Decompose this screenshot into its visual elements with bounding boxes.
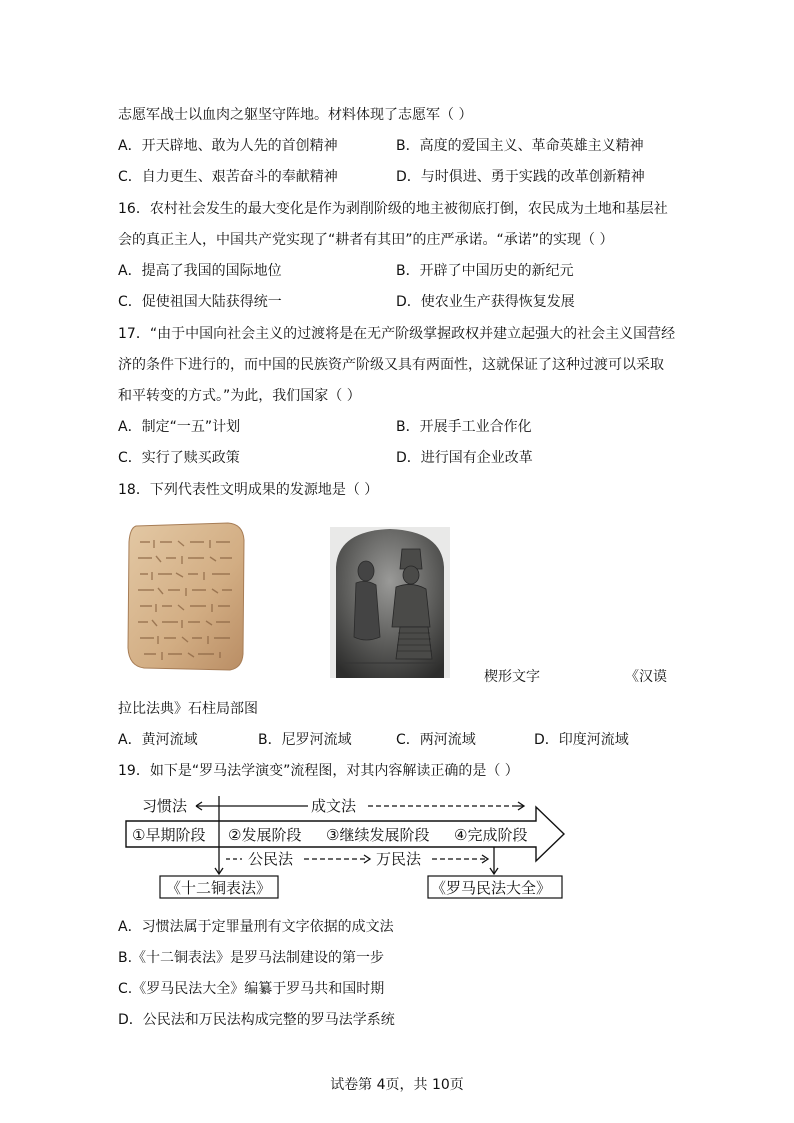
stage-early: ①早期阶段 <box>132 826 206 844</box>
q18-stem: 18．下列代表性文明成果的发源地是（ ） <box>118 482 379 498</box>
stage-development: ②发展阶段 <box>228 826 302 844</box>
label-written-law: 成文法 <box>311 797 357 815</box>
q18-caption-stele-part1: 《汉谟 <box>625 669 667 685</box>
q15-option-d: D．与时俱进、勇于实践的改革创新精神 <box>396 169 645 185</box>
q19-option-c: C.《罗马民法大全》编纂于罗马共和国时期 <box>118 981 385 997</box>
cuneiform-tablet-image <box>126 520 246 672</box>
q15-stem-tail: 志愿军战士以血肉之躯坚守阵地。材料体现了志愿军（ ） <box>118 107 473 123</box>
q18-option-b: B．尼罗河流域 <box>258 732 352 748</box>
q18-caption-stele-part2: 拉比法典》石柱局部图 <box>118 701 258 717</box>
page-footer: 试卷第 4页，共 10页 <box>330 1077 464 1093</box>
label-civil-law: 公民法 <box>248 850 294 868</box>
stage-completion: ④完成阶段 <box>454 826 528 844</box>
q18-caption-cuneiform: 楔形文字 <box>484 669 540 685</box>
q16-option-a: A．提高了我国的国际地位 <box>118 263 282 279</box>
label-law-of-nations: 万民法 <box>376 850 422 868</box>
label-customary-law: 习惯法 <box>142 797 188 815</box>
q17-option-a: A．制定“一五”计划 <box>118 419 241 435</box>
q17-stem-line3: 和平转变的方式。”为此，我们国家（ ） <box>118 388 361 404</box>
q16-option-d: D．使农业生产获得恢复发展 <box>396 294 575 310</box>
box-twelve-tables: 《十二铜表法》 <box>166 879 272 897</box>
roman-law-flowchart <box>118 790 570 904</box>
q16-option-b: B．开辟了中国历史的新纪元 <box>396 263 574 279</box>
q16-stem-line2: 会的真正主人，中国共产党实现了“耕者有其田”的庄严承诺。“承诺”的实现（ ） <box>118 232 614 248</box>
q15-option-b: B．高度的爱国主义、革命英雄主义精神 <box>396 138 644 154</box>
q16-option-c: C．促使祖国大陆获得统一 <box>118 294 282 310</box>
q18-option-c: C．两河流域 <box>396 732 476 748</box>
q19-option-a: A．习惯法属于定罪量刑有文字依据的成文法 <box>118 919 394 935</box>
q19-option-d: D．公民法和万民法构成完整的罗马法学系统 <box>118 1012 395 1028</box>
q17-stem-line1: 17．“由于中国向社会主义的过渡将是在无产阶级掌握政权并建立起强大的社会主义国营经 <box>118 326 676 342</box>
stage-continued-development: ③继续发展阶段 <box>326 826 430 844</box>
q18-option-d: D．印度河流域 <box>534 732 629 748</box>
q16-stem-line1: 16．农村社会发生的最大变化是作为剥削阶级的地主被彻底打倒，农民成为土地和基层社 <box>118 201 668 217</box>
q15-option-c: C．自力更生、艰苦奋斗的奉献精神 <box>118 169 338 185</box>
q19-stem: 19．如下是“罗马法学演变”流程图，对其内容解读正确的是（ ） <box>118 763 519 779</box>
hammurabi-stele-image <box>330 527 450 678</box>
q18-option-a: A．黄河流域 <box>118 732 198 748</box>
q17-option-d: D．进行国有企业改革 <box>396 450 533 466</box>
q17-option-c: C．实行了赎买政策 <box>118 450 240 466</box>
q17-option-b: B．开展手工业合作化 <box>396 419 532 435</box>
q17-stem-line2: 济的条件下进行的，而中国的民族资产阶级又具有两面性，这就保证了这种过渡可以采取 <box>118 357 664 373</box>
box-corpus-juris-civilis: 《罗马民法大全》 <box>431 879 552 897</box>
q15-option-a: A．开天辟地、敢为人先的首创精神 <box>118 138 338 154</box>
q19-option-b: B.《十二铜表法》是罗马法制建设的第一步 <box>118 950 385 966</box>
